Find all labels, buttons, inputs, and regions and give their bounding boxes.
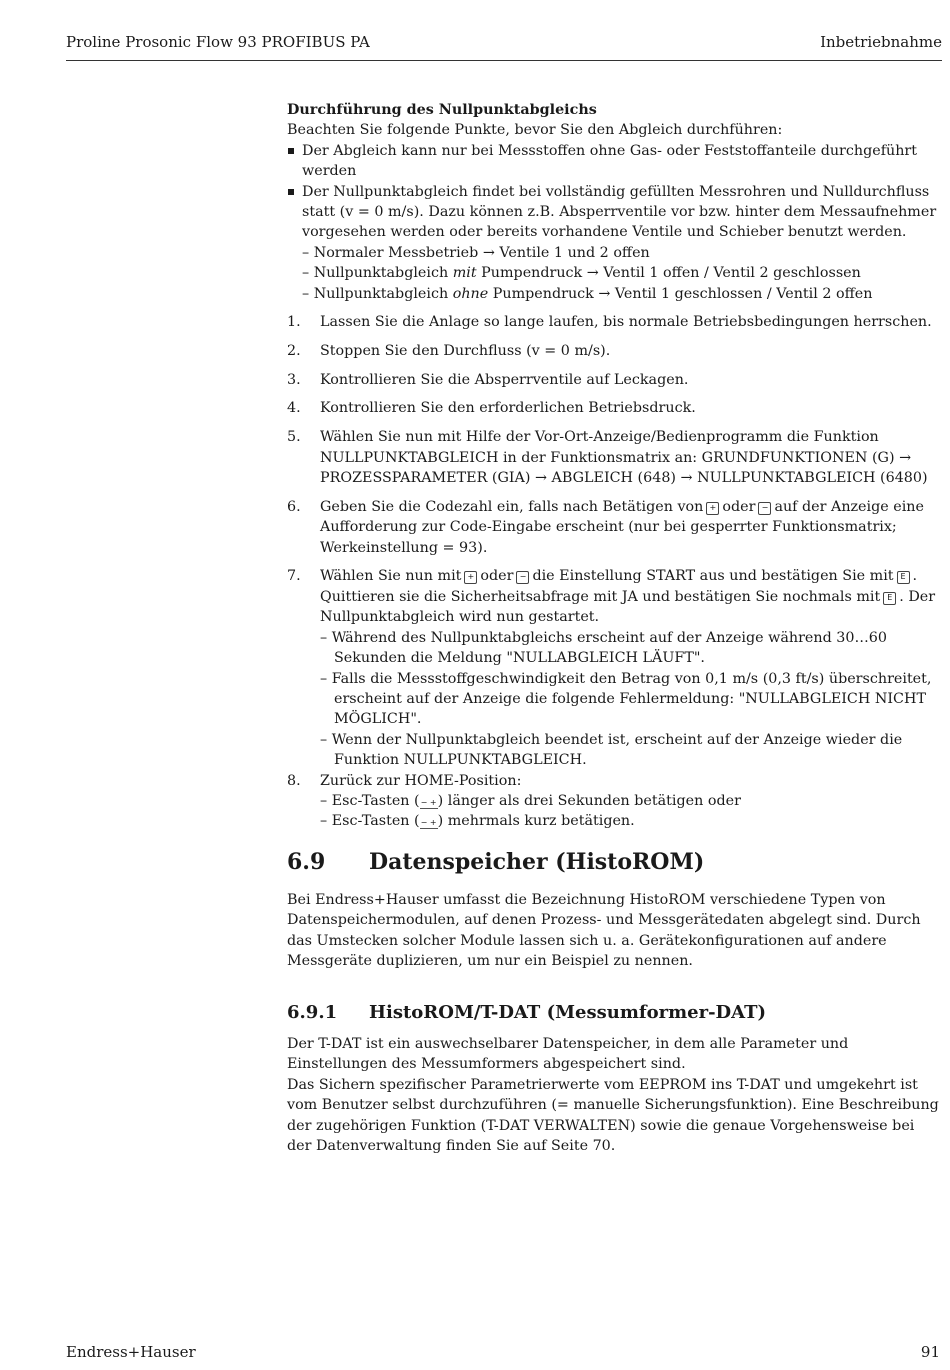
valve-option: – Normaler Messbetrieb → Ventile 1 und 2 offen <box>302 244 650 261</box>
subsection-body <box>287 1034 943 1156</box>
step-list <box>287 312 942 832</box>
step-text: Wählen Sie nun mit Hilfe der Vor-Ort-Anzeige/Bedienprogramm die Funktion NULLPUNKTABGLEICH in der Funktionsmatrix an: GRUNDFUNKTIONEN (G) → PROZESSPARAMETER (GIA) → ABGLEICH (648) → NULLPUNKTABGLEICH (6480) <box>320 429 928 487</box>
prerequisite-item <box>287 141 942 182</box>
step-item: 7. Wählen Sie nun mit + oder − die Einstellung START aus und bestätigen Sie mit E . Quittieren sie die Sicherheitsabfrage mit JA und bestätigen Sie nochmals mit E . Der Nullpunktabgleich wird nun gestartet. – Während des Nullpunktabgleichs erscheint auf der Anzeige während 30…60 Sekunden die Meldung "NULLABGLEICH LÄUFT". – Falls die Messstoffgeschwindigkeit den Betrag von 0,1 m/s (0,3 ft/s) überschreitet, erscheint auf der Anzeige die folgende Fehlermeldung: "NULLABGLEICH NICHT MÖGLICH". – Wenn der Nullpunktabgleich beendet ist, erscheint auf der Anzeige wieder die Funktion NULLPUNKTABGLEICH. <box>287 566 942 770</box>
procedure-intro: Beachten Sie folgende Punkte, bevor Sie den Abgleich durchführen: <box>287 122 783 139</box>
enter-key-icon: E <box>897 571 910 584</box>
step-item: 3. Kontrollieren Sie die Absperrventile auf Leckagen. <box>287 371 689 388</box>
minus-key-icon: − <box>758 502 771 515</box>
subsection-paragraph: Das Sichern spezifischer Parametrierwerte vom EEPROM ins T-DAT und umgekehrt ist vom Benutzer selbst durchzuführen (= manuelle Sicherungsfunktion). Eine Beschreibung der zugehörigen Funktion (T-DAT VERWALTEN) sowie die genaue Vorgehensweise bei der Datenverwaltung finden Sie auf Seite 70. <box>287 1076 939 1155</box>
valve-option: – Nullpunktabgleich ohne Pumpendruck → Ventil 1 geschlossen / Ventil 2 offen <box>302 285 873 302</box>
page-number: 91 <box>920 1343 940 1361</box>
valve-option: – Nullpunktabgleich mit Pumpendruck → Ventil 1 offen / Ventil 2 geschlossen <box>302 265 861 282</box>
step-item: 2. Stoppen Sie den Durchfluss (v = 0 m/s). <box>287 342 611 359</box>
step-item: 6. Geben Sie die Codezahl ein, falls nach Betätigen von + oder − auf der Anzeige eine Aufforderung zur Code-Eingabe erscheint (nur bei gesperrter Funktionsmatrix; Werkeinstellung = 93). <box>287 498 924 556</box>
step-note: – Esc-Tasten (− +) mehrmals kurz betätigen. <box>320 813 635 830</box>
step-note: – Während des Nullpunktabgleichs erscheint auf der Anzeige während 30…60 Sekunden die Meldung "NULLABGLEICH LÄUFT". <box>320 629 887 667</box>
section-body <box>287 890 943 972</box>
step-item: 5. Wählen Sie nun mit Hilfe der Vor-Ort-Anzeige/Bedienprogramm die Funktion NULLPUNKTABGLEICH in der Funktionsmatrix an: GRUNDFUNKTIONEN (G) → PROZESSPARAMETER (GIA) → ABGLEICH (648) → NULLPUNKTABGLEICH (6480) <box>287 429 928 487</box>
step-note: – Falls die Messstoffgeschwindigkeit den Betrag von 0,1 m/s (0,3 ft/s) überschreitet, erscheint auf der Anzeige die folgende Fehlermeldung: "NULLABGLEICH NICHT MÖGLICH". <box>320 670 932 728</box>
prerequisite-list <box>287 141 942 304</box>
step-note: – Wenn der Nullpunktabgleich beendet ist, erscheint auf der Anzeige wieder die Funktion NULLPUNKTABGLEICH. <box>320 731 903 769</box>
subsection-number: 6.9.1 <box>287 1002 338 1023</box>
step-text: Zurück zur HOME-Position: <box>320 772 522 789</box>
step-text: Lassen Sie die Anlage so lange laufen, bis normale Betriebsbedingungen herrschen. <box>320 314 932 331</box>
enter-key-icon: E <box>883 592 896 605</box>
minus-key-icon: − <box>516 571 529 584</box>
section-number: 6.9 <box>287 849 326 875</box>
plus-key-icon: + <box>706 502 719 515</box>
procedure-block <box>287 100 942 832</box>
step-item: 4. Kontrollieren Sie den erforderlichen Betriebsdruck. <box>287 400 696 417</box>
footer-brand: Endress+Hauser <box>66 1343 196 1361</box>
prerequisite-text: Der Nullpunktabgleich findet bei vollständig gefüllten Messrohren und Nulldurchfluss statt (v = 0 m/s). Dazu können z.B. Absperrventile vor bzw. hinter dem Messaufnehmer vorgesehen werden oder bereits vorhandene Ventile und Schieber benutzt werden. <box>302 183 937 241</box>
header-chapter: Inbetriebnahme <box>820 33 942 51</box>
esc-keys-icon: − + <box>420 797 437 807</box>
step-text: Kontrollieren Sie die Absperrventile auf Leckagen. <box>320 371 689 388</box>
section-paragraph: Bei Endress+Hauser umfasst die Bezeichnung HistoROM verschiedene Typen von Datenspeichermodulen, auf denen Prozess- und Messgerätedaten abgelegt sind. Durch das Umstecken solcher Module lassen sich u. a. Gerätekonfigurationen auf andere Messgeräte duplizieren, um nur ein Beispiel zu nennen. <box>287 892 921 970</box>
prerequisite-text: Der Abgleich kann nur bei Messstoffen ohne Gas- oder Feststoffanteile durchgeführt werden <box>302 142 918 180</box>
subsection-paragraph: Der T-DAT ist ein auswechselbarer Datenspeicher, in dem alle Parameter und Einstellungen des Messumformers abgespeichert sind. <box>287 1036 849 1073</box>
procedure-title: Durchführung des Nullpunktabgleichs <box>287 102 597 118</box>
plus-key-icon: + <box>464 571 477 584</box>
step-item: 8. Zurück zur HOME-Position: – Esc-Tasten (− +) länger als drei Sekunden betätigen oder – Esc-Tasten (− +) mehrmals kurz betätigen. <box>287 771 942 832</box>
esc-keys-icon: − + <box>420 818 437 828</box>
header-divider <box>66 60 942 61</box>
section-title: Datenspeicher (HistoROM) <box>369 849 705 875</box>
step-text: Kontrollieren Sie den erforderlichen Betriebsdruck. <box>320 400 696 417</box>
header-title: Proline Prosonic Flow 93 PROFIBUS PA <box>66 33 370 51</box>
step-item: 1. Lassen Sie die Anlage so lange laufen, bis normale Betriebsbedingungen herrschen. <box>287 314 932 331</box>
prerequisite-item <box>287 182 942 304</box>
step-note: – Esc-Tasten (− +) länger als drei Sekunden betätigen oder <box>320 792 741 809</box>
step-text: Stoppen Sie den Durchfluss (v = 0 m/s). <box>320 342 611 359</box>
subsection-title: HistoROM/T-DAT (Messumformer-DAT) <box>369 1002 767 1023</box>
